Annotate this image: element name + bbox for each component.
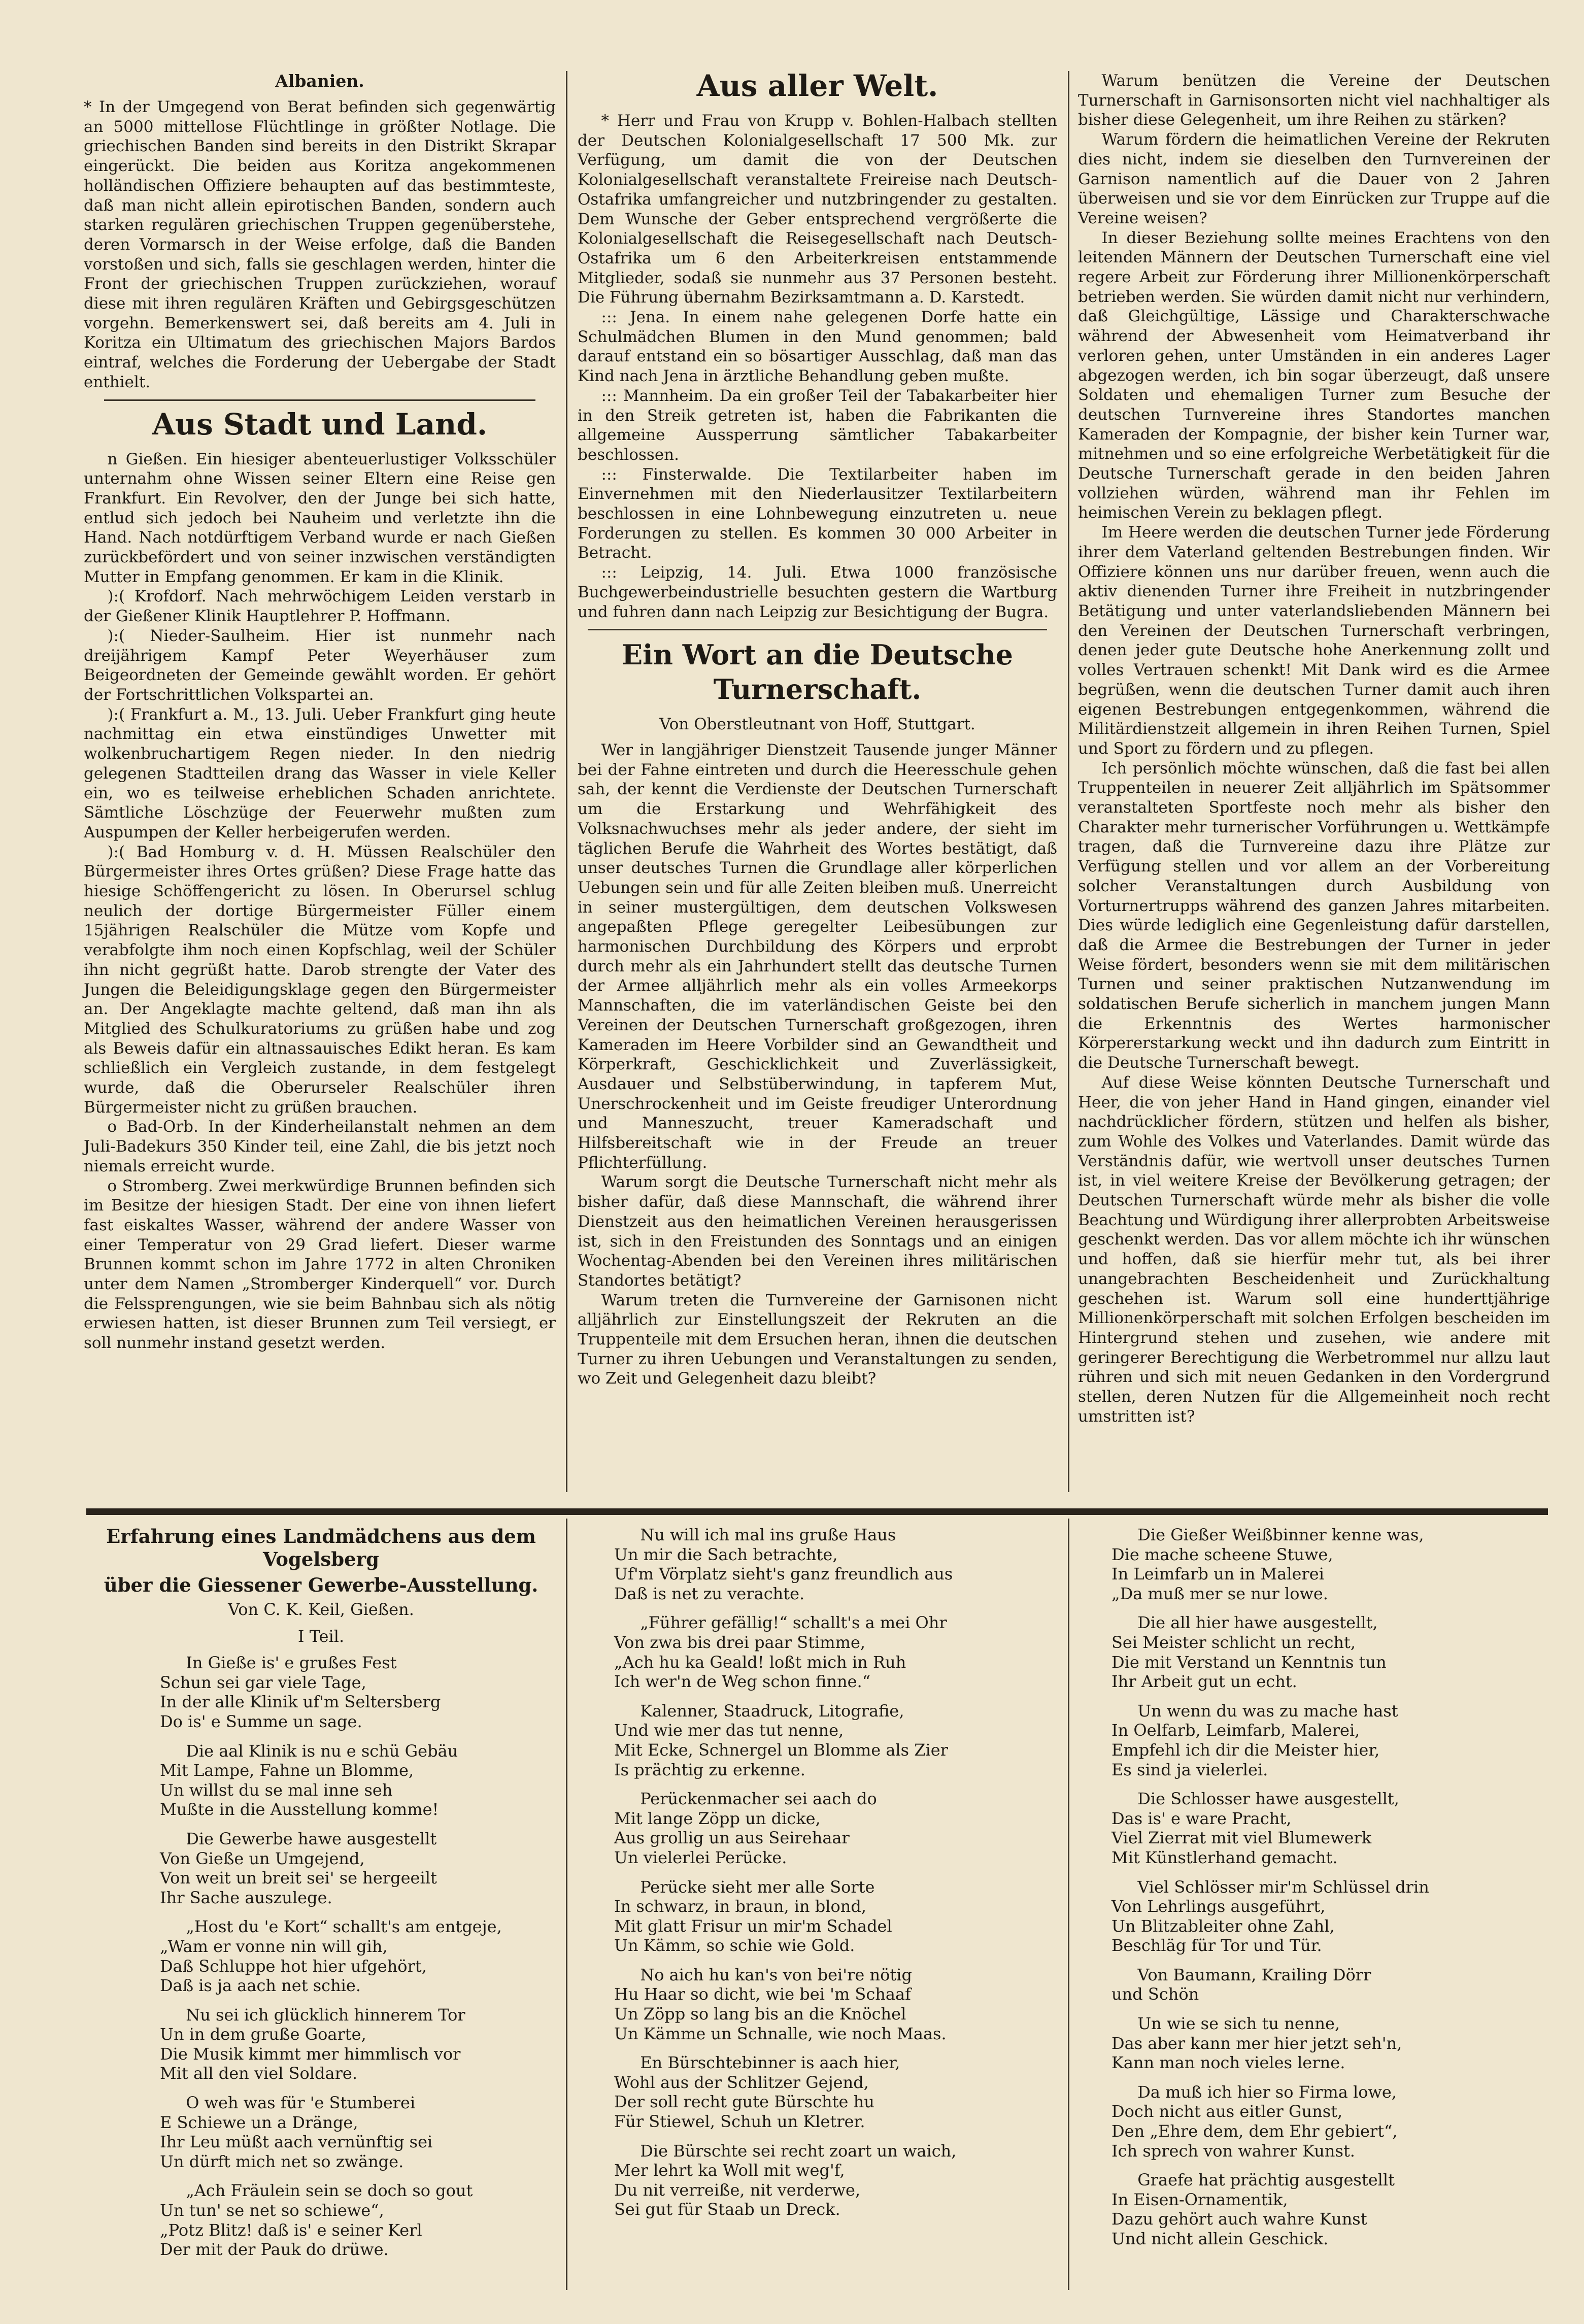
stanza-gap <box>160 1732 558 1741</box>
verse-line: Ihr Arbeit gut un echt. <box>1111 1672 1297 1692</box>
verse-line: Kalenner, Staadruck, Litografie, <box>640 1701 904 1721</box>
verse-line: „Ach Fräulein sein se doch so gout <box>186 2181 473 2201</box>
verse-line: Un Kämm, so schie wie Gold. <box>614 1936 855 1956</box>
verse-line: Der mit der Pauk do drüwe. <box>160 2240 389 2260</box>
welt-heading: Aus aller Welt. <box>696 69 938 103</box>
verse-line: E Schiewe un a Dränge, <box>160 2112 358 2132</box>
stanza-gap <box>1111 2073 1551 2082</box>
stanza-gap <box>1111 2161 1551 2170</box>
verse-line: Nu will ich mal ins gruße Haus <box>640 1525 896 1544</box>
verse-line: Aus grollig un aus Seirehaar <box>614 1828 850 1848</box>
verse-line: Hu Haar so dicht, wie bei 'm Schaaf <box>614 1984 911 2004</box>
verse-line: Schun sei gar viele Tage, <box>160 1672 366 1692</box>
article-paragraph: Auf diese Weise könnten Deutsche Turnerschaft und Heer, die von jeher Hand in Hand gingen, einander viel nachdrücklicher fördern, stützen und helfen als bisher, zum Wohle des Volkes und Vaterlandes. Damit würde das Verständnis dafür, wie wertvoll unser deutsches Turnen ist, in viel weitere Kreise der Bevölkerung getragen; der Deutschen Turnerschaft würde mehr als bisher die volle Beachtung und Würdigung ihrer allerprobten Arbeitsweise geschenkt werden. Das vor allem möchte ich ihr wünschen und hoffen, daß sie hierfür mehr tut, als bei ihrer unangebrachten Bescheidenheit und Zurückhaltung geschehen ist. Warum soll eine hunderttjährige Millionenkörperschaft mit solchen Erfolgen bescheiden im Hintergrund stehen und zusehen, wie andere mit geringerer Berechtigung die Werbetrommel nur allzu laut rühren und sich mit neuen Gedanken in den Vordergrund stellen, deren Nutzen für die Allgemeinheit noch recht umstritten ist? <box>1078 1073 1550 1426</box>
news-item: ):( Frankfurt a. M., 13. Juli. Ueber Frankfurt ging heute nachmittag ein etwa einstündiges Unwetter mit wolkenbruchartigem Regen nieder. In den niedrig gelegenen Stadtteilen drang das Wasser in viele Keller ein, wo es teilweise erheblichen Schaden anrichtete. Sämtliche Löschzüge der Feuerwehr mußten zum Auspumpen der Keller herbeigerufen werden. <box>84 705 556 841</box>
verse-line: Ihr Leu müßt aach vernünftig sei <box>160 2132 433 2152</box>
section-rule <box>104 399 535 401</box>
poem-stanzas <box>84 1653 558 2269</box>
verse-line: En Bürschtebinner is aach hier, <box>640 2053 900 2073</box>
verse-line: Un wie se sich tu nenne, <box>1137 2014 1340 2034</box>
article-paragraph: Warum sorgt die Deutsche Turnerschaft nicht mehr als bisher dafür, daß diese Mannschaft, die während ihrer Dienstzeit aus den heimatlichen Vereinen herausgerissen ist, sich in den Freistunden des Sonntags und an einigen Wochentag-Abenden bei den Vereinen ihres militärischen Standortes betätigt? <box>578 1173 1057 1290</box>
poem-stanzas <box>579 1525 1058 2229</box>
section-divider <box>86 1508 1548 1515</box>
verse-line: Mit Künstlerhand gemacht. <box>1111 1847 1338 1867</box>
verse-line: Daß Schluppe hot hier ufgehört, <box>160 1956 427 1976</box>
welt-items <box>578 111 1057 622</box>
stanza-gap <box>614 1956 1058 1965</box>
verse-line: Die Bürschte sei recht zoart un waich, <box>640 2141 957 2161</box>
column-rule <box>566 1519 567 2290</box>
verse-line: Dazu gehört auch wahre Kunst <box>1111 2209 1367 2229</box>
verse-line: Perücke sieht mer alle Sorte <box>640 1877 875 1897</box>
stanza-gap <box>1111 2004 1551 2014</box>
verse-line: Die all hier hawe ausgestellt, <box>1137 1613 1378 1633</box>
albanien-text: * In der Umgegend von Berat befinden sich gegenwärtig an 5000 mittellose Flüchtlinge in größter Notlage. Die griechischen Banden sind bereits in den Distrikt Skrapar eingerückt. Die beiden aus Koritza angekommenen holländischen Offiziere behaupten auf das bestimmteste, daß man nicht allein epirotischen Banden, sondern auch starken regulären griechischen Truppen gegenüberstehe, deren Vormarsch in der Weise erfolge, daß die Banden vorstoßen und sich, falls sie geschlagen werden, hinter die Front der griechischen Truppen zurückziehen, worauf diese mit ihren regulären Kräften und Gebirgsgeschützen vorgehn. Bemerkenswert sei, daß bereits am 4. Juli in Koritza ein Ultimatum des griechischen Majors Bardos eintraf, welches die Forderung der Uebergabe der Stadt enthielt. <box>84 98 556 391</box>
column-2 <box>578 69 1057 1389</box>
verse-line: Daß is net zu verachte. <box>614 1584 805 1603</box>
stadt-land-items <box>84 450 556 1353</box>
verse-line: Doch nicht aus eitler Gunst, <box>1111 2102 1343 2121</box>
news-item: o Bad-Orb. In der Kinderheilanstalt nehmen an dem Juli-Badekurs 350 Kinder teil, eine Zahl, die bis jetzt noch niemals erreicht wurde. <box>84 1118 556 1175</box>
article-paragraph: Warum fördern die heimatlichen Vereine der Rekruten dies nicht, indem sie dieselben den Turnvereinen der Garnison namentlich auf die Dauer von 2 Jahren überweisen und sie vor dem Einrücken zur Truppe auf die Vereine weisen? <box>1078 130 1550 227</box>
verse-line: In Eisen-Ornamentik, <box>1111 2190 1288 2209</box>
article-paragraph: In dieser Beziehung sollte meines Erachtens von den leitenden Männern der Deutschen Turnerschaft eine viel regere Arbeit zur Förderung ihrer Millionenkörperschaft betrieben werden. Sie würden damit nicht nur verhindern, daß Gleichgültige, Lässige und Charakterschwache während der Abwesenheit vom Heimatverband ihr verloren gehen, unter Umständen in ein anderes Lager abgezogen werden, ich bin sogar überzeugt, daß unsere Soldaten und ehemaligen Turner zum Besuche der deutschen Turnvereine ihres Standortes manchen Kameraden der Kompagnie, der bisher kein Turner war, mitnehmen und so eine erfolgreiche Werbetätigkeit für die Deutsche Turnerschaft gerade in den beiden Jahren vollziehen würden, während man ihr Fehlen im heimischen Verein zu beklagen pflegt. <box>1078 228 1550 522</box>
article-paragraph: Im Heere werden die deutschen Turner jede Förderung ihrer dem Vaterland geltenden Bestrebungen finden. Wir Offiziere können uns nur darüber freuen, wenn auch die aktiv dienenden Turner ihre Freiheit in nutzbringender Betätigung und unter vaterlandsliebenden Männern bei den Vereinen der Deutschen Turnerschaft verbringen, denen jeder gute Deutsche hohe Anerkennung zollt und volles Vertrauen schenkt! Mit Dank wird es die Armee begrüßen, wenn die deutschen Turner damit auch ihren eigenen Bestrebungen entgegenkommen, während die Militärdienstzeit allgemein in ihren Reihen Turnen, Spiel und Sport zu fördern und zu pflegen. <box>1078 523 1550 758</box>
verse-line: Und wie mer das tut nenne, <box>614 1721 844 1740</box>
news-item: ::: Mannheim. Da ein großer Teil der Tabakarbeiter hier in den Streik getreten ist, haben die Fabrikanten die allgemeine Aussperrung sämtlicher Tabakarbeiter beschlossen. <box>578 386 1057 464</box>
albanien-heading: Albanien. <box>275 71 364 91</box>
verse-line: Kann man noch vieles lerne. <box>1111 2053 1345 2073</box>
verse-line: Von Baumann, Krailing Dörr <box>1137 1965 1371 1984</box>
stanza-gap <box>1111 2249 1551 2259</box>
poem-column-3 <box>1079 1525 1551 2259</box>
stanza-gap <box>614 2219 1058 2229</box>
verse-line: Empfehl ich dir die Meister hier, <box>1111 1740 1380 1760</box>
verse-line: O weh was für 'e Stumberei <box>186 2093 416 2113</box>
verse-line: Der soll recht gute Bürschte hu <box>614 2092 874 2112</box>
verse-line: Die Schlosser hawe ausgestellt, <box>1137 1789 1399 1809</box>
stanza-gap <box>614 2043 1058 2053</box>
verse-line: Sei Meister schlicht un recht, <box>1111 1632 1356 1652</box>
verse-line: Von zwa bis drei paar Stimme, <box>614 1632 866 1652</box>
article-paragraph: Warum treten die Turnvereine der Garnisonen nicht alljährlich zur Einstellungszeit der Rekruten an die Truppenteile mit dem Ersuchen heran, ihnen die deutschen Turner zu ihren Uebungen und Veranstaltungen zu senden, wo Zeit und Gelegenheit dazu bleibt? <box>578 1291 1057 1388</box>
verse-line: In der alle Klinik uf'm Seltersberg <box>160 1692 441 1712</box>
stanza-gap <box>614 2132 1058 2141</box>
stadt-land-heading: Aus Stadt und Land. <box>152 407 488 442</box>
verse-line: Un mir die Sach betrachte, <box>614 1544 838 1564</box>
stanza-gap <box>614 1692 1058 1701</box>
verse-line: Daß is ja aach net schie. <box>160 1976 361 1996</box>
verse-line: No aich hu kan's von bei're nötig <box>640 1965 912 1984</box>
poem-column-1 <box>84 1525 558 2269</box>
verse-line: Un willst du se mal inne seh <box>160 1780 393 1800</box>
column-rule <box>566 71 567 1492</box>
stanza-gap <box>160 2260 558 2269</box>
column-3 <box>1078 71 1550 1427</box>
verse-line: und Schön <box>1111 1984 1199 2004</box>
verse-line: Un wenn du was zu mache hast <box>1137 1701 1398 1721</box>
column-rule <box>1068 71 1069 1492</box>
turner-heading: Ein Wort an die Deutsche Turnerschaft. <box>622 638 1013 706</box>
verse-line: Die mache scheene Stuwe, <box>1111 1544 1333 1564</box>
verse-line: „Wam er vonne nin will gih, <box>160 1936 388 1956</box>
news-item: ):( Krofdorf. Nach mehrwöchigem Leiden verstarb in der Gießener Klinik Hauptlehrer P. Hoffmann. <box>84 587 556 626</box>
verse-line: Die mit Verstand un Kenntnis tun <box>1111 1652 1387 1672</box>
stanza-gap <box>614 1603 1058 1613</box>
poem-title: Erfahrung eines Landmädchens aus dem Vogelsberg <box>106 1525 536 1570</box>
stanza-gap <box>1111 1692 1551 1701</box>
verse-line: Do is' e Summe un sage. <box>160 1711 362 1731</box>
stanza-gap <box>160 1996 558 2005</box>
stanza-gap <box>1111 1603 1551 1613</box>
poem-part: I Teil. <box>297 1626 345 1646</box>
stanza-gap <box>160 1820 558 1829</box>
verse-line: Viel Schlösser mir'm Schlüssel drin <box>1137 1877 1429 1897</box>
verse-line: „Host du 'e Kort“ schallt's am entgeje, <box>186 1917 502 1937</box>
news-item: ::: Leipzig, 14. Juli. Etwa 1000 französische Buchgewerbeindustrielle besuchten gestern die Wartburg und fuhren dann nach Leipzig zur Besichtigung der Bugra. <box>578 563 1057 621</box>
verse-line: „Da muß mer se nur lowe. <box>1111 1584 1328 1603</box>
news-item: n Gießen. Ein hiesiger abenteuerlustiger Volksschüler unternahm ohne Wissen seiner Eltern eine Reise gen Frankfurt. Ein Revolver, den der Junge bei sich hatte, entlud sich jedoch bei Nauheim und verletzte ihn die Hand. Nach notdürftigem Verband wurde er nach Gießen zurückbefördert und von seiner inzwischen verständigten Mutter in Empfang genommen. Er kam in die Klinik. <box>84 450 556 586</box>
news-item: o Stromberg. Zwei merkwürdige Brunnen befinden sich im Besitze der hiesigen Stadt. Der eine von ihnen liefert fast eiskaltes Wasser, während der andere Wasser von einer Temperatur von 29 Grad liefert. Dieser warme Brunnen kommt schon im Jahre 1772 in alten Chroniken unter dem Namen „Stromberger Kinderquell“ vor. Durch die Felssprengungen, wie sie beim Bahnbau sich als nötig erwiesen hatten, ist dieser Brunnen zum Teil versiegt, er soll nunmehr instand gesetzt werden. <box>84 1176 556 1353</box>
verse-line: Un Blitzableiter ohne Zahl, <box>1111 1916 1335 1936</box>
verse-line: Du nit verreiße, nit verderwe, <box>614 2180 861 2200</box>
verse-line: Für Stiewel, Schuh un Kletrer. <box>614 2112 865 2132</box>
verse-line: Sei gut für Staab un Dreck. <box>614 2200 840 2219</box>
verse-line: Ihr Sache auszulege. <box>160 1888 332 1907</box>
stanza-gap <box>1111 1956 1551 1965</box>
article-paragraph: Ich persönlich möchte wünschen, daß die fast bei allen Truppenteilen in neuerer Zeit alljährlich im Spätsommer veranstalteten Sportfeste noch mehr als bisher den Charakter mehr turnerischer Vorführungen u. Wettkämpfe tragen, daß die Turnvereine dazu ihre Plätze zur Verfügung stellen und vor allem an der Vorbereitung solcher Veranstaltungen durch Ausbildung von Vorturnertrupps während des ganzen Jahres mitarbeiten. Dies würde lediglich eine Gegenleistung dafür darstellen, daß die Armee die Bestrebungen der Turner in jeder Weise fördert, besonders wenn sie mit dem militärischen Turnen und seiner praktischen Nutzanwendung im soldatischen Berufe sicherlich in manchem jungen Mann die Erkenntnis des Wertes harmonischer Körpererstarkung weckt und ihn dadurch zum Eintritt in die Deutsche Turnerschaft bewegt. <box>1078 759 1550 1072</box>
verse-line: Un Zöpp so lang bis an die Knöchel <box>614 2004 906 2024</box>
verse-line: In Gieße is' e grußes Fest <box>186 1653 397 1673</box>
verse-line: Die Musik kimmt mer himmlisch vor <box>160 2044 461 2064</box>
verse-line: Da muß ich hier so Firma lowe, <box>1137 2082 1397 2102</box>
verse-line: Das aber kann mer hier jetzt seh'n, <box>1111 2033 1402 2053</box>
stanza-gap <box>1111 1779 1551 1789</box>
verse-line: Von Gieße un Umgejend, <box>160 1848 365 1868</box>
column-rule <box>1068 1519 1069 2290</box>
verse-line: Mußte in die Ausstellung komme! <box>160 1800 439 1820</box>
verse-line: Un Kämme un Schnalle, wie noch Maas. <box>614 2024 947 2043</box>
poem-stanzas <box>1079 1525 1551 2259</box>
verse-line: „Ach hu ka Geald! loßt mich in Ruh <box>614 1652 906 1672</box>
verse-line: Mit Lampe, Fahne un Blomme, <box>160 1761 414 1780</box>
stanza-gap <box>160 2083 558 2093</box>
verse-line: Wohl aus der Schlitzer Gejend, <box>614 2072 869 2092</box>
verse-line: Viel Zierrat mit viel Blumewerk <box>1111 1828 1372 1848</box>
verse-line: Uf'm Vörplatz sieht's ganz freundlich aus <box>614 1564 953 1584</box>
verse-line: In Leimfarb un in Malerei <box>1111 1564 1324 1584</box>
verse-line: Den „Ehre dem, dem Ehr gebiert“, <box>1111 2121 1398 2141</box>
turner-byline: Von Oberstleutnant von Hoff, Stuttgart. <box>659 715 975 734</box>
verse-line: Mit glatt Frisur un mir'm Schadel <box>614 1916 892 1936</box>
poem-subtitle: über die Giessener Gewerbe-Ausstellung. <box>104 1574 538 1596</box>
verse-line: Und nicht allein Geschick. <box>1111 2229 1329 2248</box>
verse-line: Un tun' se net so schiewe“, <box>160 2201 384 2220</box>
verse-line: Die aal Klinik is nu e schü Gebäu <box>186 1741 458 1761</box>
verse-line: „Führer gefällig!“ schallt's a mei Ohr <box>640 1613 947 1633</box>
article-paragraph: Wer in langjähriger Dienstzeit Tausende junger Männer bei der Fahne eintreten und durch die Heeresschule gehen sah, der kennt die Verdienste der Deutschen Turnerschaft um die Erstarkung und Wehrfähigkeit des Volksnachwuchses mehr als jeder andere, der sieht im täglichen Berufe die Wahrheit des Wortes bestätigt, daß unser deutsches Turnen die Grundlage aller körperlichen Uebungen sein und für alle Zeiten bleiben muß. Unerreicht in seiner mustergültigen, dem deutschen Volkswesen angepaßten Pflege geregelter Leibesübungen zur harmonischen Durchbildung des Körpers und erprobt durch mehr als ein Jahrhundert stellt das deutsche Turnen der Armee alljährlich mehr als ein volles Armeekorps Mannschaften, die im vaterländischen Geiste bei den Vereinen der Deutschen Turnerschaft großgezogen, ihren Kameraden im Heere Vorbilder sind an Gewandtheit und Körperkraft, Geschicklichkeit und Zuverlässigkeit, Ausdauer und Selbstüberwindung, in tapferem Mut, Unerschrockenheit und im Geiste freudiger Unterordnung und Manneszucht, treuer Kameradschaft und Hilfsbereitschaft wie in der Freude an treuer Pflichterfüllung. <box>578 740 1057 1172</box>
verse-line: Is prächtig zu erkenne. <box>614 1760 805 1779</box>
verse-line: Die Gewerbe hawe ausgestellt <box>186 1829 437 1848</box>
stanza-gap <box>614 1868 1058 1877</box>
article-paragraph: Warum benützen die Vereine der Deutschen Turnerschaft in Garnisonsorten nicht viel nachhaltiger als bisher diese Gelegenheit, um ihre Reihen zu stärken? <box>1078 72 1550 129</box>
verse-line: In Oelfarb, Leimfarb, Malerei, <box>1111 1721 1360 1740</box>
verse-line: Mit lange Zöpp un dicke, <box>614 1808 821 1828</box>
verse-line: Mit all den viel Soldare. <box>160 2064 357 2083</box>
verse-line: In schwarz, in braun, in blond, <box>614 1897 867 1916</box>
news-item: ):( Bad Homburg v. d. H. Müssen Realschüler den Bürgermeister ihres Ortes grüßen? Diese Frage hatte das hiesige Schöffengericht zu lösen. In Oberursel schlug neulich der dortige Bürgermeister Füller einem 15jährigen Realschüler die Mütze vom Kopfe und verabfolgte ihm noch einen Kopfschlag, weil der Schüler ihn nicht gegrüßt hatte. Darob strengte der Vater des Jungen die Beleidigungsklage gegen den Bürgermeister an. Der Angeklagte machte geltend, daß man ihn als Mitglied des Schulkuratoriums zu grüßen habe und zog als Beweis dafür ein altnassauisches Edikt heran. Es kam schließlich ein Vergleich zustande, in dem festgelegt wurde, daß die Oberurseler Realschüler ihren Bürgermeister nicht zu grüßen brauchen. <box>84 843 556 1117</box>
poem-column-2 <box>579 1525 1058 2229</box>
poem-author: Von C. K. Keil, Gießen. <box>228 1600 414 1619</box>
verse-line: Un vielerlei Perücke. <box>614 1847 787 1867</box>
verse-line: Die Gießer Weißbinner kenne was, <box>1137 1525 1424 1544</box>
column-1 <box>84 71 556 1353</box>
news-item: * Herr und Frau von Krupp v. Bohlen-Halbach stellten der Deutschen Kolonialgesellschaft 17 500 Mk. zur Verfügung, um damit die von der Deutschen Kolonialgesellschaft veranstaltete Freireise nach Deutsch-Ostafrika umfangreicher und nutzbringender zu gestalten. Dem Wunsche der Geber entsprechend vergrößerte die Kolonialgesellschaft die Reisegesellschaft nach Deutsch-Ostafrika um 6 den Arbeiterkreisen entstammende Mitglieder, sodaß sie nunmehr aus 37 Personen besteht. Die Führung übernahm Bezirksamtmann a. D. Karstedt. <box>578 112 1057 307</box>
verse-line: Nu sei ich glücklich hinnerem Tor <box>186 2005 465 2025</box>
section-rule <box>588 629 1047 630</box>
verse-line: Von weit un breit sei' se hergeeilt <box>160 1868 437 1888</box>
verse-line: Un dürft mich net so zwänge. <box>160 2151 404 2171</box>
news-item: ::: Finsterwalde. Die Textilarbeiter haben im Einvernehmen mit den Niederlausitzer Textilarbeitern beschlossen in eine Lohnbewegung einzutreten u. neue Forderungen zu stellen. Es kommen 30 000 Arbeiter in Betracht. <box>578 465 1057 562</box>
verse-line: Mit Ecke, Schnergel un Blomme als Zier <box>614 1740 948 1760</box>
stanza-gap <box>1111 1868 1551 1877</box>
stanza-gap <box>614 1779 1058 1789</box>
turner-paras <box>578 740 1057 1389</box>
verse-line: Perückenmacher sei aach do <box>640 1789 877 1809</box>
turner-continued <box>1078 71 1550 1427</box>
verse-line: Das is' e ware Pracht, <box>1111 1808 1292 1828</box>
news-item: ):( Nieder-Saulheim. Hier ist nunmehr nach dreijährigem Kampf Peter Weyerhäuser zum Beigeordneten der Gemeinde gewählt worden. Er gehört der Fortschrittlichen Volkspartei an. <box>84 626 556 704</box>
stanza-gap <box>160 2171 558 2181</box>
verse-line: Von Lehrlings ausgeführt, <box>1111 1897 1326 1916</box>
stanza-gap <box>160 1907 558 1917</box>
verse-line: Un in dem gruße Goarte, <box>160 2025 366 2044</box>
verse-line: Mer lehrt ka Woll mit weg'f, <box>614 2161 845 2180</box>
verse-line: „Potz Blitz! daß is' e seiner Kerl <box>160 2220 422 2240</box>
verse-line: Es sind ja vielerlei. <box>1111 1760 1268 1779</box>
verse-line: Beschläg für Tor und Tür. <box>1111 1936 1322 1956</box>
news-item: ::: Jena. In einem nahe gelegenen Dorfe hatte ein Schulmädchen Blumen in den Mund genommen; bald darauf entstand ein so bösartiger Ausschlag, daß man das Kind nach Jena in ärztliche Behandlung geben mußte. <box>578 308 1057 386</box>
verse-line: Ich sprech von wahrer Kunst. <box>1111 2141 1355 2161</box>
verse-line: Graefe hat prächtig ausgestellt <box>1137 2170 1395 2190</box>
verse-line: Ich wer'n de Weg schon finne.“ <box>614 1672 871 1692</box>
